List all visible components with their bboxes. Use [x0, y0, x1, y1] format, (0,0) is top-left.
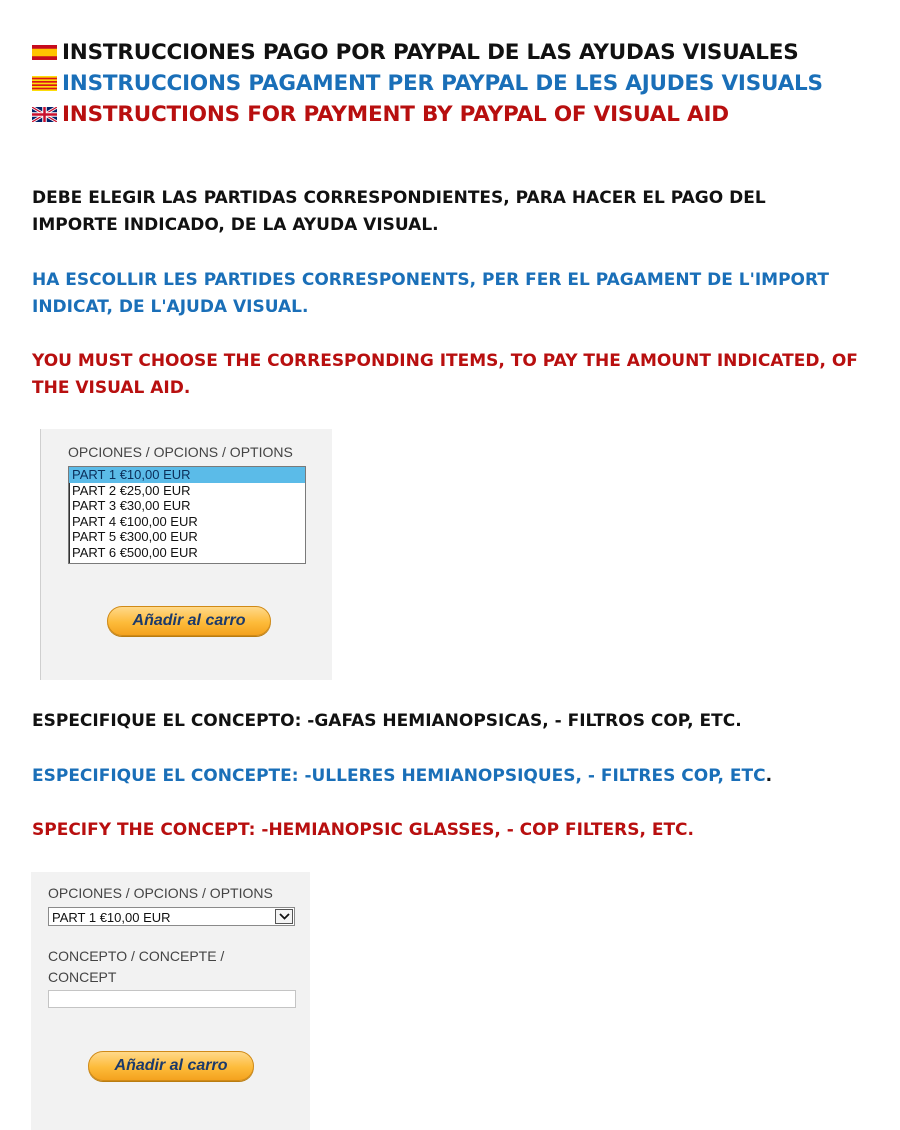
- heading-es: [32, 40, 799, 65]
- options-label: OPCIONES / OPCIONS / OPTIONS: [68, 444, 293, 460]
- chevron-down-icon[interactable]: [275, 909, 293, 924]
- intro-es: DEBE ELEGIR LAS PARTIDAS CORRESPONDIENTES, PARA HACER EL PAGO DEL IMPORTE INDICADO, DE LA AYUDA VISUAL.: [32, 188, 766, 235]
- paypal-form-1: [40, 429, 332, 680]
- intro-en: YOU MUST CHOOSE THE CORRESPONDING ITEMS, TO PAY THE AMOUNT INDICATED, OF THE VISUAL AID.: [32, 351, 858, 398]
- concept-label-line-1: CONCEPTO / CONCEPTE /: [48, 948, 225, 964]
- option-part-4[interactable]: PART 4 €100,00 EUR: [72, 513, 198, 529]
- heading-ca-text: INSTRUCCIONS PAGAMENT PER PAYPAL DE LES AJUDES VISUALS: [62, 71, 823, 96]
- option-part-2[interactable]: PART 2 €25,00 EUR: [72, 482, 191, 498]
- heading-es-text: INSTRUCCIONES PAGO POR PAYPAL DE LAS AYUDAS VISUALES: [62, 40, 799, 65]
- options-select[interactable]: [48, 907, 295, 926]
- uk-flag-icon: [32, 107, 57, 122]
- options-select-value: PART 1 €10,00 EUR: [52, 910, 171, 925]
- spain-flag-icon: [32, 45, 57, 60]
- concept-ca: [32, 763, 882, 790]
- concept-en: SPECIFY THE CONCEPT: -HEMIANOPSIC GLASSES, - COP FILTERS, ETC.: [32, 820, 694, 840]
- options-label-2: OPCIONES / OPCIONS / OPTIONS: [48, 885, 273, 901]
- heading-en-text: INSTRUCTIONS FOR PAYMENT BY PAYPAL OF VISUAL AID: [62, 102, 729, 127]
- add-to-cart-button-2[interactable]: Añadir al carro: [88, 1051, 254, 1081]
- catalonia-flag-icon: [32, 76, 57, 91]
- heading-en: [32, 102, 729, 127]
- add-to-cart-button[interactable]: Añadir al carro: [107, 606, 271, 636]
- concept-label-line-2: CONCEPT: [48, 969, 117, 985]
- option-part-1[interactable]: PART 1 €10,00 EUR: [69, 467, 305, 483]
- concept-es: ESPECIFIQUE EL CONCEPTO: -GAFAS HEMIANOPSICAS, - FILTROS COP, ETC.: [32, 711, 742, 731]
- option-part-6[interactable]: PART 6 €500,00 EUR: [72, 544, 198, 560]
- options-listbox[interactable]: [68, 466, 306, 564]
- concept-ca-text: ESPECIFIQUE EL CONCEPTE: -ULLERES HEMIANOPSIQUES, - FILTRES COP, ETC: [32, 766, 766, 786]
- concept-ca-period: .: [765, 766, 773, 786]
- intro-ca: HA ESCOLLIR LES PARTIDES CORRESPONENTS, PER FER EL PAGAMENT DE L'IMPORT INDICAT, DE L'AJUDA VISUAL.: [32, 270, 829, 317]
- paypal-form-2: [31, 872, 310, 1130]
- option-part-5[interactable]: PART 5 €300,00 EUR: [72, 529, 198, 544]
- option-part-3[interactable]: PART 3 €30,00 EUR: [72, 498, 191, 513]
- concept-input[interactable]: [48, 990, 296, 1008]
- heading-ca: [32, 71, 823, 96]
